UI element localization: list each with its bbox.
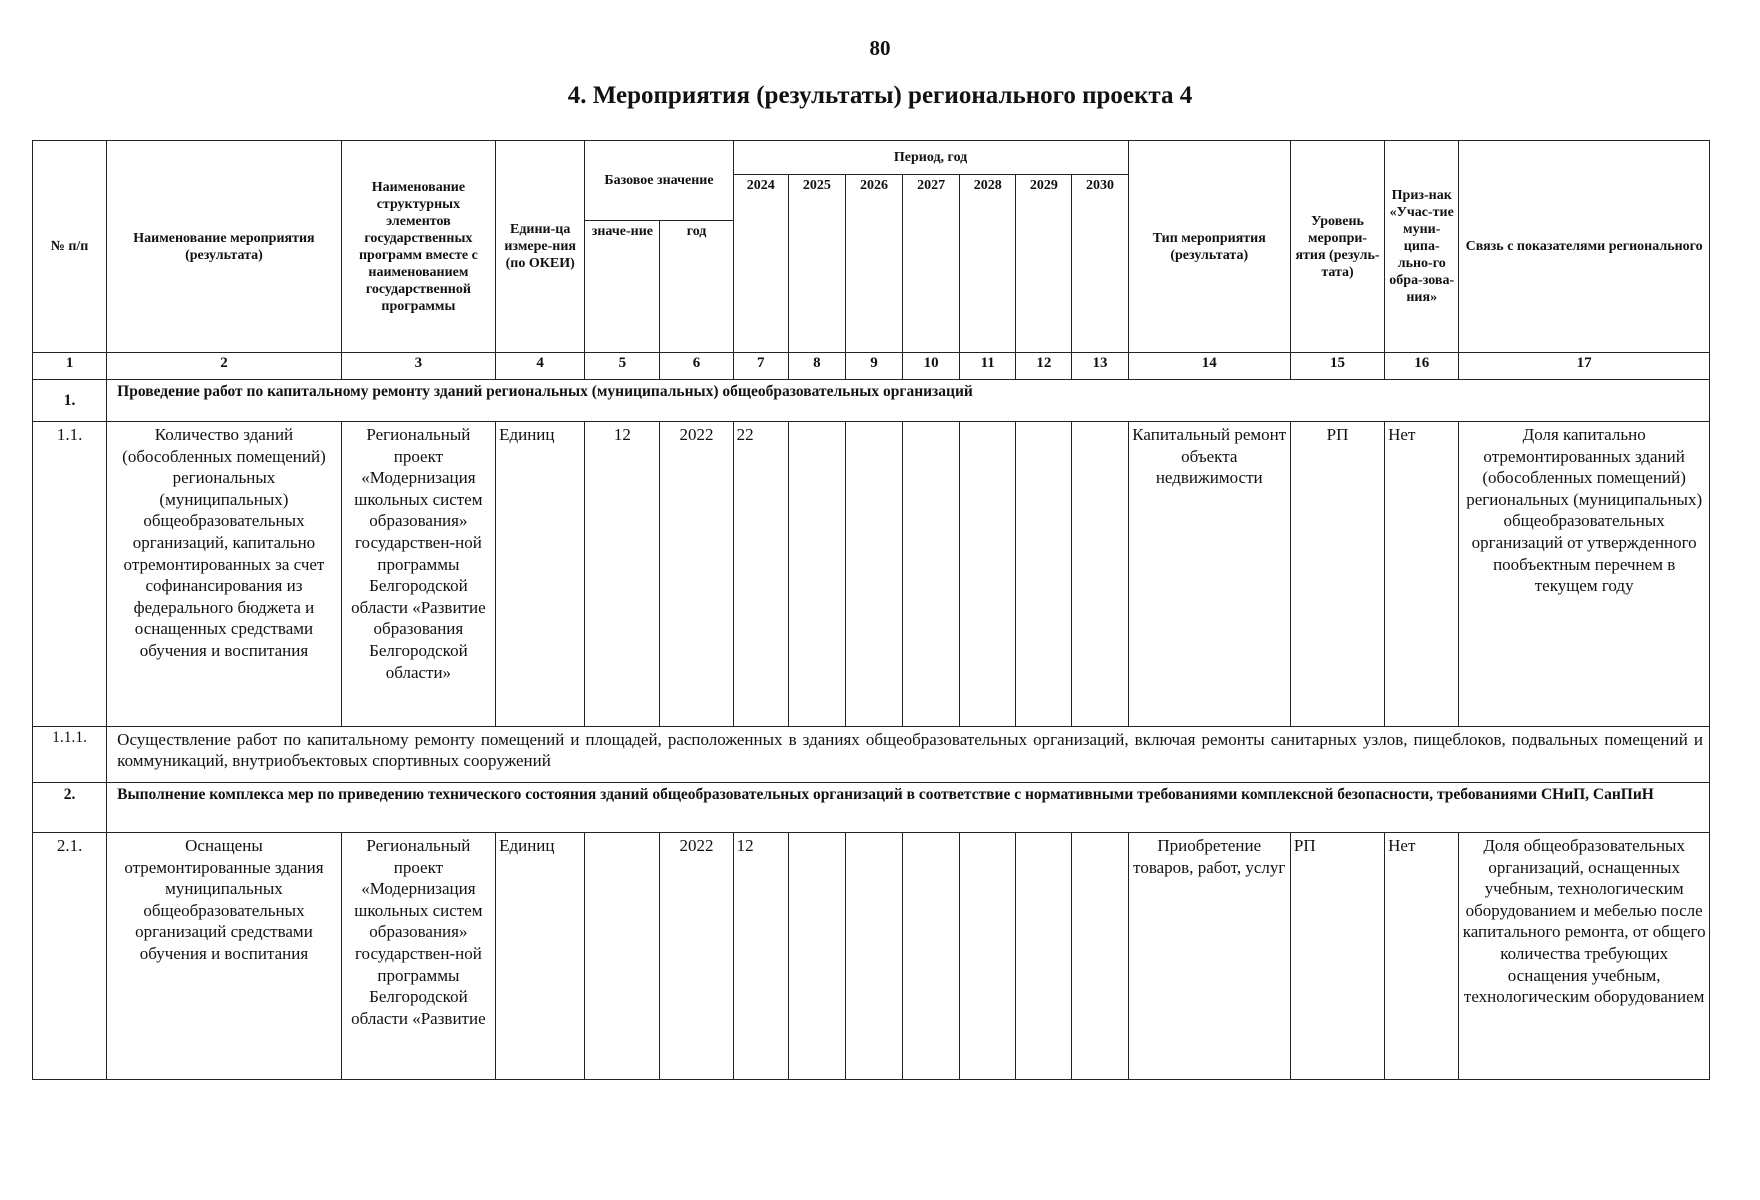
header-unit: Едини-ца измере-ния (по ОКЕИ) xyxy=(496,141,585,353)
section-number: 1. xyxy=(33,380,107,422)
unit: Единиц xyxy=(496,833,585,1080)
header-year-2030: 2030 xyxy=(1072,175,1128,353)
indicator-link: Доля капитально отремонтированных зданий (обособленных помещений) региональных (муниципальных) общеобразовательных организаций от утвержденного пообъектным перечнем в текущем году xyxy=(1459,422,1710,727)
column-numbers-row xyxy=(33,353,1710,380)
header-link: Связь с показателями регионального xyxy=(1459,141,1710,353)
value-2027 xyxy=(903,422,960,727)
section-title: Выполнение комплекса мер по приведению технического состояния зданий общеобразовательных организаций в соответствие с нормативными требованиями комплексной безопасности, требованиями СНиП, СанПиН xyxy=(107,783,1710,833)
header-type: Тип мероприятия (результата) xyxy=(1128,141,1290,353)
header-struct: Наименование структурных элементов государственных программ вместе с наименованием государственной программы xyxy=(341,141,495,353)
unit: Единиц xyxy=(496,422,585,727)
column-number: 10 xyxy=(903,353,960,380)
header-period: Период, год xyxy=(733,141,1128,175)
indicator-link: Доля общеобразовательных организаций, оснащенных учебным, технологическим оборудованием и мебелью после капитального ремонта, от общего количества требующих оснащения учебным, технологическим оборудованием xyxy=(1459,833,1710,1080)
subitem-number: 1.1.1. xyxy=(33,727,107,783)
header-year-2025: 2025 xyxy=(788,175,845,353)
column-number: 9 xyxy=(845,353,902,380)
header-base-year: год xyxy=(660,221,733,353)
header-year-2028: 2028 xyxy=(960,175,1016,353)
section-row-2 xyxy=(33,783,1710,833)
column-number: 3 xyxy=(341,353,495,380)
header-level: Уровень меропри-ятия (резуль-тата) xyxy=(1290,141,1384,353)
header-num: № п/п xyxy=(33,141,107,353)
base-year: 2022 xyxy=(660,422,733,727)
table-row-1-1 xyxy=(33,422,1710,727)
section-number: 2. xyxy=(33,783,107,833)
row-number: 1.1. xyxy=(33,422,107,727)
column-number: 11 xyxy=(960,353,1016,380)
value-2026 xyxy=(845,833,902,1080)
column-number: 8 xyxy=(788,353,845,380)
section-title: Проведение работ по капитальному ремонту зданий региональных (муниципальных) общеобразовательных организаций xyxy=(107,380,1710,422)
value-2030 xyxy=(1072,833,1128,1080)
event-name: Оснащены отремонтированные здания муниципальных общеобразовательных организаций средствами обучения и воспитания xyxy=(107,833,342,1080)
structural-element: Региональный проект «Модернизация школьных систем образования» государствен-ной программы Белгородской области «Развитие xyxy=(341,833,495,1080)
header-sign: Приз-нак «Учас-тие муни-ципа-льно-го обра-зова-ния» xyxy=(1385,141,1459,353)
header-name: Наименование мероприятия (результата) xyxy=(107,141,342,353)
base-value: 12 xyxy=(585,422,660,727)
value-2027 xyxy=(903,833,960,1080)
events-table xyxy=(32,140,1710,1080)
value-2028 xyxy=(960,422,1016,727)
section-row-1 xyxy=(33,380,1710,422)
subitem-text: Осуществление работ по капитальному ремонту помещений и площадей, расположенных в зданиях общеобразовательных организаций, включая ремонты санитарных узлов, пищеблоков, подвальных помещений и коммуникаций, внутриобъектовых спортивных сооружений xyxy=(107,727,1710,783)
column-number: 12 xyxy=(1016,353,1072,380)
event-type: Капитальный ремонт объекта недвижимости xyxy=(1128,422,1290,727)
base-year: 2022 xyxy=(660,833,733,1080)
header-base: Базовое значение xyxy=(585,141,733,221)
value-2024: 22 xyxy=(733,422,788,727)
value-2025 xyxy=(788,422,845,727)
column-number: 14 xyxy=(1128,353,1290,380)
value-2030 xyxy=(1072,422,1128,727)
subitem-row-1-1-1 xyxy=(33,727,1710,783)
column-number: 2 xyxy=(107,353,342,380)
event-type: Приобретение товаров, работ, услуг xyxy=(1128,833,1290,1080)
row-number: 2.1. xyxy=(33,833,107,1080)
page-number: 80 xyxy=(869,36,891,60)
value-2025 xyxy=(788,833,845,1080)
column-number: 5 xyxy=(585,353,660,380)
value-2026 xyxy=(845,422,902,727)
header-base-value: значе-ние xyxy=(585,221,660,353)
municipal-participation: Нет xyxy=(1385,422,1459,727)
column-number: 15 xyxy=(1290,353,1384,380)
value-2024: 12 xyxy=(733,833,788,1080)
page-title: 4. Мероприятия (результаты) регионального проекта 4 xyxy=(567,82,1193,109)
header-row-1 xyxy=(33,141,1710,175)
value-2028 xyxy=(960,833,1016,1080)
event-level: РП xyxy=(1290,422,1384,727)
event-name: Количество зданий (обособленных помещений) региональных (муниципальных) общеобразовательных организаций, капитально отремонтированных за счет софинансирования из федерального бюджета и оснащенных средствами обучения и воспитания xyxy=(107,422,342,727)
value-2029 xyxy=(1016,422,1072,727)
base-value xyxy=(585,833,660,1080)
column-number: 17 xyxy=(1459,353,1710,380)
column-number: 13 xyxy=(1072,353,1128,380)
event-level: РП xyxy=(1290,833,1384,1080)
value-2029 xyxy=(1016,833,1072,1080)
header-year-2026: 2026 xyxy=(845,175,902,353)
header-year-2029: 2029 xyxy=(1016,175,1072,353)
municipal-participation: Нет xyxy=(1385,833,1459,1080)
column-number: 4 xyxy=(496,353,585,380)
table-row-2-1 xyxy=(33,833,1710,1080)
header-year-2024: 2024 xyxy=(733,175,788,353)
column-number: 7 xyxy=(733,353,788,380)
header-year-2027: 2027 xyxy=(903,175,960,353)
column-number: 6 xyxy=(660,353,733,380)
column-number: 1 xyxy=(33,353,107,380)
column-number: 16 xyxy=(1385,353,1459,380)
structural-element: Региональный проект «Модернизация школьных систем образования» государствен-ной программы Белгородской области «Развитие образования Белгородской области» xyxy=(341,422,495,727)
